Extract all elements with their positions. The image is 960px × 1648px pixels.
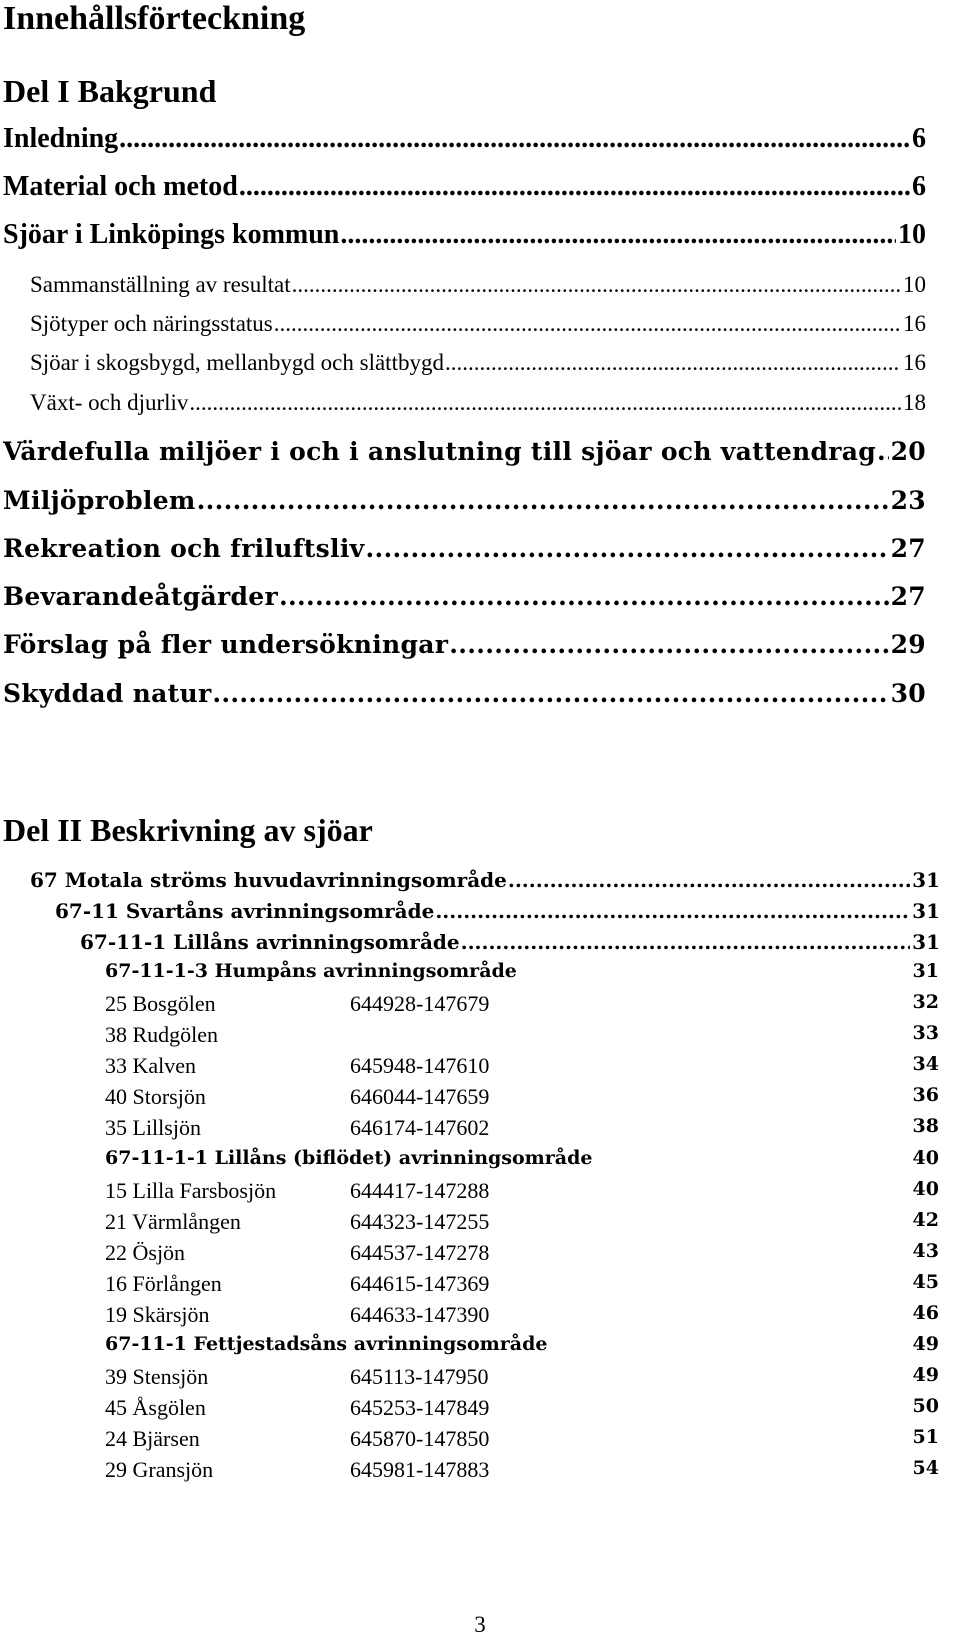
row-page: 49 [912,1364,939,1386]
toc-entry-page: 30 [890,679,926,708]
toc-entry-title: Växt- och djurliv [30,390,189,415]
row-coordinate: 645870-147850 [350,1426,490,1451]
table-row[interactable] [105,1240,939,1269]
toc-area[interactable] [55,899,940,923]
row-coordinate: 644615-147369 [350,1271,490,1296]
row-coordinate: 645948-147610 [350,1053,490,1078]
dot-leader [279,582,889,611]
toc-entry[interactable] [3,534,926,563]
row-coordinate: 645253-147849 [350,1395,490,1420]
toc-entry-page: 6 [912,171,926,202]
toc-entry-title: Värdefulla miljöer i och i anslutning till sjöar och vattendrag [3,437,877,466]
toc-entry-title: Miljöproblem [3,486,196,515]
dot-leader [508,868,910,892]
toc-entry[interactable] [3,582,926,611]
toc-entry-page: 20 [890,437,926,466]
row-page: 36 [912,1084,939,1106]
toc-entry[interactable] [3,219,926,251]
row-coordinate: 644323-147255 [350,1209,490,1234]
table-row[interactable] [105,1333,939,1362]
toc-subentry[interactable] [30,390,926,416]
toc-entry-page: 18 [903,390,926,415]
dot-leader [435,899,910,923]
row-name: 33 Kalven [105,1053,197,1078]
row-coordinate: 645981-147883 [350,1457,490,1482]
toc-entry[interactable] [3,437,926,466]
dot-leader [365,534,888,563]
part2-heading: Del II Beskrivning av sjöar [3,812,373,848]
table-row[interactable] [105,1271,939,1300]
toc-entry-page: 10 [898,219,926,250]
toc-subentry[interactable] [30,350,926,376]
row-page: 45 [912,1271,939,1293]
toc-entry-page: 10 [903,272,926,297]
table-row[interactable] [105,1147,939,1176]
row-name: 38 Rudgölen [105,1022,219,1047]
row-page: 42 [912,1209,939,1231]
dot-leader [461,930,911,954]
toc-entry[interactable] [3,486,926,515]
dot-leader [445,350,901,376]
row-name: 24 Bjärsen [105,1426,200,1451]
row-name: 45 Åsgölen [105,1395,206,1420]
table-row[interactable] [105,1302,939,1331]
row-coordinate: 644537-147278 [350,1240,490,1265]
toc-area[interactable] [30,868,940,892]
dot-leader [189,390,901,416]
table-row[interactable] [105,991,939,1020]
row-coordinate: 646174-147602 [350,1115,490,1140]
toc-entry-page: 29 [890,630,926,659]
toc-entry-title: Inledning [3,123,119,154]
row-page: 31 [912,960,939,982]
toc-entry-page: 16 [903,350,926,375]
row-page: 46 [912,1302,939,1324]
dot-leader [292,272,901,298]
toc-entry-title: Material och metod [3,171,238,202]
dot-leader [212,679,888,708]
toc-entry-page: 27 [890,534,926,563]
row-coordinate: 644417-147288 [350,1178,490,1203]
table-row[interactable] [105,1209,939,1238]
dot-leader [119,123,910,155]
toc-entry-title: 67-11 Svartåns avrinningsområde [55,899,435,923]
toc-entry-page: 23 [890,486,926,515]
row-name: 29 Gransjön [105,1457,214,1482]
toc-entry-title: Förslag på fler undersökningar [3,630,449,659]
page-number: 3 [474,1612,486,1637]
toc-entry-title: 67 Motala ströms huvudavrinningsområde [30,868,507,892]
part1-heading: Del I Bakgrund [3,73,217,109]
dot-leader [274,311,901,337]
row-name: 16 Förlången [105,1271,222,1296]
row-name: 15 Lilla Farsbosjön [105,1178,277,1203]
row-name: 22 Ösjön [105,1240,186,1265]
row-name: 35 Lillsjön [105,1115,201,1140]
row-page: 43 [912,1240,939,1262]
toc-entry-page: 16 [903,311,926,336]
row-page: 50 [912,1395,939,1417]
toc-entry-title: Skyddad natur [3,679,212,708]
dot-leader [877,437,889,466]
page-title: Innehållsförteckning [3,0,306,37]
table-row[interactable] [105,1178,939,1207]
toc-entry-page: 31 [912,930,940,954]
dot-leader [449,630,888,659]
toc-entry[interactable] [3,171,926,203]
row-page: 54 [912,1457,939,1479]
table-row[interactable] [105,1395,939,1424]
table-row[interactable] [105,960,939,989]
toc-entry-title: Sjöar i skogsbygd, mellanbygd och slättbygd [30,350,444,375]
toc-subentry[interactable] [30,311,926,337]
table-row[interactable] [105,1364,939,1393]
table-row[interactable] [105,1457,939,1486]
toc-entry[interactable] [3,630,926,659]
toc-entry-title: Sjöar i Linköpings kommun [3,219,340,250]
toc-subentry[interactable] [30,272,926,298]
row-coordinate: 646044-147659 [350,1084,490,1109]
toc-entry[interactable] [3,679,926,708]
table-row[interactable] [105,1426,939,1455]
row-name: 67-11-1-3 Humpåns avrinningsområde [105,960,517,982]
row-page: 40 [912,1178,939,1200]
row-page: 34 [912,1053,939,1075]
dot-leader [239,171,910,203]
row-coordinate: 644928-147679 [350,991,490,1016]
row-coordinate: 644633-147390 [350,1302,490,1327]
toc-entry-title: 67-11-1 Lillåns avrinningsområde [80,930,460,954]
row-name: 67-11-1-1 Lillåns (biflödet) avrinningsområde [105,1147,593,1169]
row-page: 49 [912,1333,939,1355]
toc-entry-page: 31 [912,899,940,923]
row-name: 21 Värmlången [105,1209,241,1234]
toc-entry-page: 31 [912,868,940,892]
toc-entry-title: Bevarandeåtgärder [3,582,278,611]
table-row[interactable] [105,1053,939,1082]
row-name: 39 Stensjön [105,1364,209,1389]
row-page: 32 [912,991,939,1013]
dot-leader [197,486,889,515]
table-row[interactable] [105,1084,939,1113]
row-page: 40 [912,1147,939,1169]
row-page: 51 [912,1426,939,1448]
table-row[interactable] [105,1022,939,1051]
toc-entry-title: Sammanställning av resultat [30,272,291,297]
row-page: 33 [912,1022,939,1044]
row-name: 67-11-1 Fettjestadsåns avrinningsområde [105,1333,548,1355]
toc-entry-title: Sjötyper och näringsstatus [30,311,273,336]
dot-leader [340,219,896,251]
toc-area[interactable] [80,930,940,954]
toc-entry[interactable] [3,123,926,155]
row-name: 40 Storsjön [105,1084,206,1109]
table-row[interactable] [105,1115,939,1144]
row-name: 19 Skärsjön [105,1302,210,1327]
row-coordinate: 645113-147950 [350,1364,489,1389]
toc-entry-title: Rekreation och friluftsliv [3,534,365,563]
toc-entry-page: 6 [912,123,926,154]
row-name: 25 Bosgölen [105,991,216,1016]
toc-entry-page: 27 [890,582,926,611]
row-page: 38 [912,1115,939,1137]
